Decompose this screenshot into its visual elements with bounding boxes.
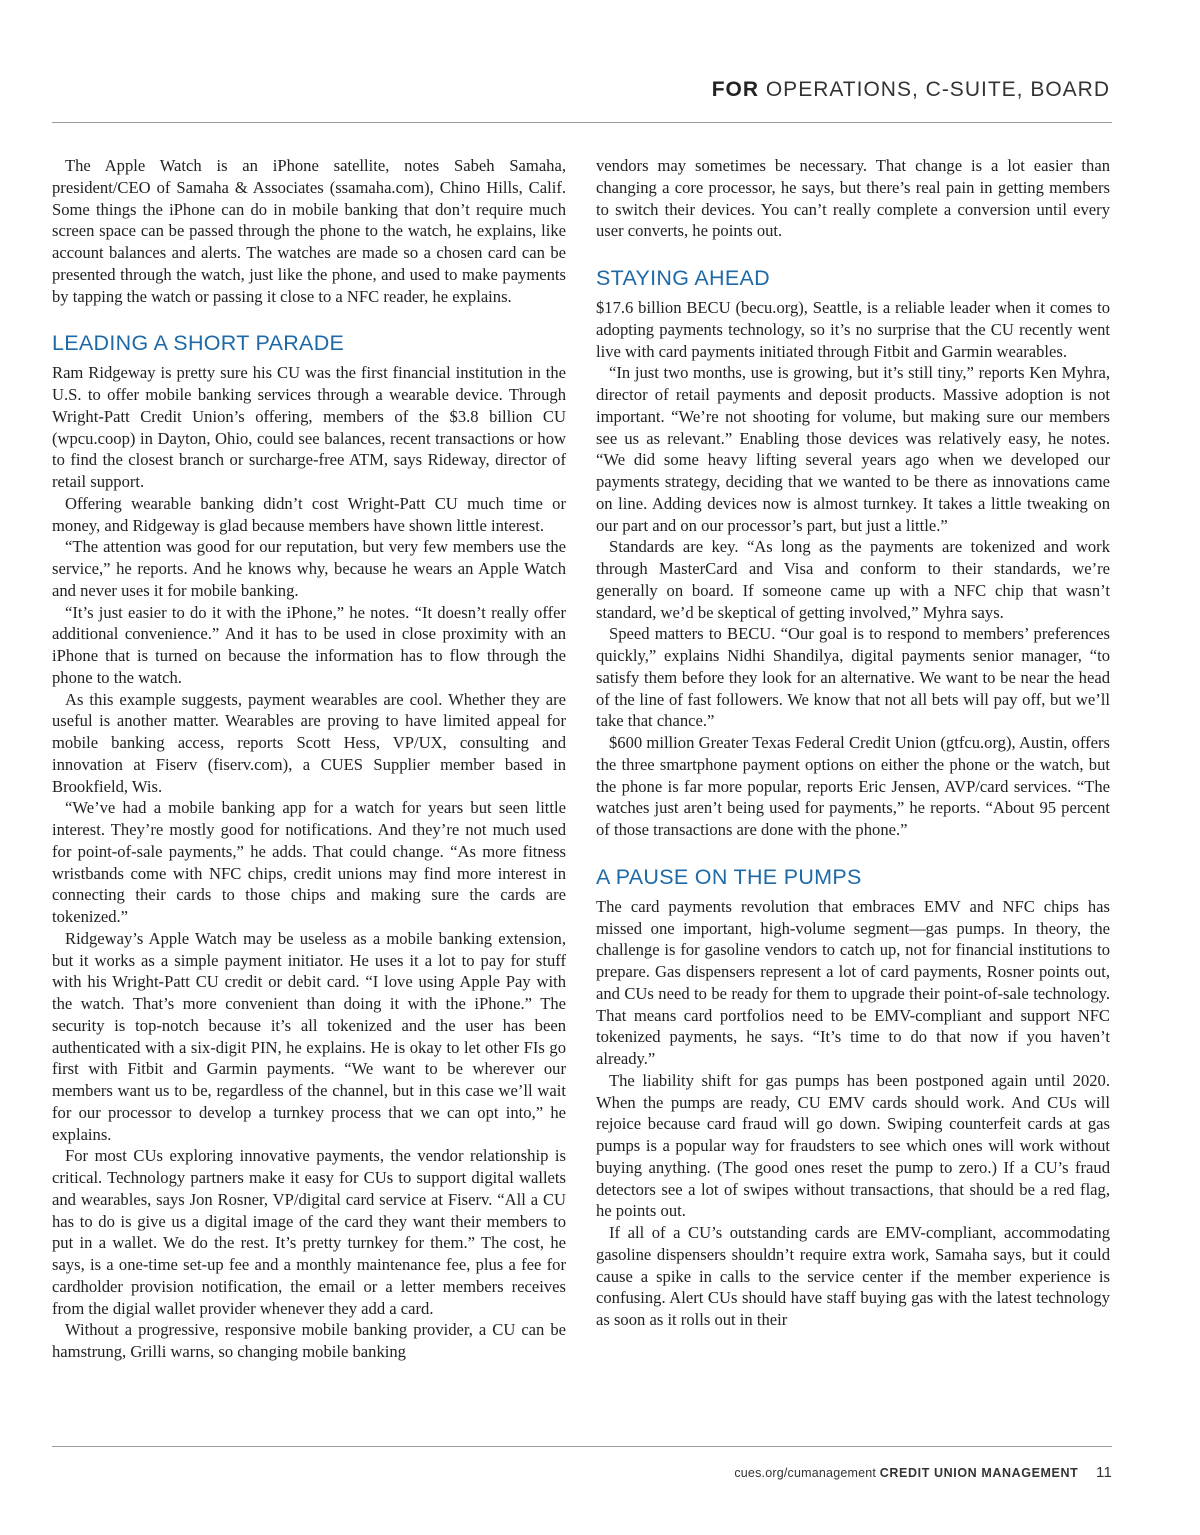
paragraph: Ridgeway’s Apple Watch may be useless as a mobile banking extension, but it works as a simple payment initiator. He uses it a lot to pay for stuff with his Wright-Patt CU credit or debit card. “I love using Apple Pay with the watch. That’s more convenient than doing it with the iPhone.” The security is top-notch because it’s all tokenized and the user has been authenticated with a six-digit PIN, he explains. He is okay to let other FIs go first with Fitbit and Garmin payments. “We want to be wherever our members want us to be, regardless of the channel, but in this case we’ll wait for our processor to develop a turnkey process that we can opt into,” he explains. xyxy=(52,928,566,1144)
footer-url[interactable]: cues.org/cumanagement xyxy=(734,1466,877,1480)
section-heading-a-pause-on-the-pumps: A PAUSE ON THE PUMPS xyxy=(596,864,862,889)
paragraph: Speed matters to BECU. “Our goal is to respond to members’ preferences quickly,” explains Nidhi Shandilya, digital payments senior manager, “to satisfy them before they look for an alternative. We want to be near the head of the line of fast followers. We know that not all bets will pay off, but we’ll take that chance.” xyxy=(596,624,1110,731)
paragraph: “The attention was good for our reputation, but very few members use the service,” he reports. And he knows why, because he wears an Apple Watch and never uses it for mobile banking. xyxy=(52,537,566,600)
section-header xyxy=(712,78,1110,102)
paragraph: “It’s just easier to do it with the iPhone,” he notes. “It doesn’t really offer additional convenience.” And it has to be used in close proximity with an iPhone that is turned on because the information has to flow through the phone to the watch. xyxy=(52,602,566,687)
paragraph: For most CUs exploring innovative payments, the vendor relationship is critical. Technology partners make it easy for CUs to support digital wallets and wearables, says Jon Rosner, VP/digital card service at Fiserv. “All a CU has to do is give us a digital image of the card they want their members to put in a wallet. We do the rest. It’s pretty turnkey for them.” The cost, he says, is a one-time set-up fee and a monthly maintenance fee, plus a fee for cardholder provision notification, the email or a letter members receives from the digial wallet provider whenever they add a card. xyxy=(52,1146,566,1318)
header-bold: FOR xyxy=(711,78,760,101)
section-heading-staying-ahead: STAYING AHEAD xyxy=(596,266,770,290)
paragraph: “In just two months, use is growing, but it’s still tiny,” reports Ken Myhra, director of retail payments and deposit products. Massive adoption is not important. “We’re not shooting for volume, but making sure our members see us as relevant.” Enabling those devices was relatively easy, he notes. “We did some heavy lifting several years ago when we developed our payments strategy, deciding that we wanted to be there as innovations came on line. Adding devices now is almost turnkey. It takes a little tweaking on our part and on our processor’s part, but just a little.” xyxy=(596,363,1110,535)
bottom-rule xyxy=(52,1446,1112,1447)
paragraph: $17.6 billion BECU (becu.org), Seattle, is a reliable leader when it comes to adopting payments technology, so it’s no surprise that the CU recently went live with card payments initiated through Fitbit and Garmin wearables. xyxy=(596,298,1110,361)
paragraph: The Apple Watch is an iPhone satellite, notes Sabeh Samaha, president/CEO of Samaha & Associates (ssamaha.com), Chino Hills, Calif. Some things the iPhone can do in mobile banking that don’t require much screen space can be passed through the phone to the watch, he explains, like account balances and alerts. The watches are made so a chosen card can be presented through the watch, just like the phone, and used to make payments by tapping the watch or passing it close to a NFC reader, he explains. xyxy=(52,156,566,306)
header-rest: OPERATIONS, C-SUITE, BOARD xyxy=(759,78,1110,101)
page-number: 11 xyxy=(1096,1464,1112,1481)
paragraph: Ram Ridgeway is pretty sure his CU was the first financial institution in the U.S. to offer mobile banking services through a wearable device. Through Wright-Patt Credit Union’s offering, members of the $3.8 billion CU (wpcu.coop) in Dayton, Ohio, could see balances, recent transactions or how to find the closest branch or surcharge-free ATM, says Rideway, director of retail support. xyxy=(52,363,566,491)
paragraph: The card payments revolution that embraces EMV and NFC chips has missed one important, high-volume segment—gas pumps. In theory, the challenge is for gasoline vendors to catch up, not for financial institutions to prepare. Gas dispensers represent a lot of card payments, Rosner points out, and CUs need to be ready for them to upgrade their point-of-sale technology. That means card portfolios need to be EMV-compliant and support NFC tokenized payments, he says. “It’s time to do that now if you haven’t already.” xyxy=(596,896,1110,1068)
footer-magazine-title: CREDIT UNION MANAGEMENT xyxy=(879,1466,1079,1480)
paragraph: vendors may sometimes be necessary. That change is a lot easier than changing a core processor, he says, but there’s real pain in getting members to switch their devices. You can’t really complete a conversion until every user converts, he points out. xyxy=(596,156,1110,241)
paragraph: Offering wearable banking didn’t cost Wright-Patt CU much time or money, and Ridgeway is glad because members have shown little interest. xyxy=(52,493,566,535)
paragraph: $600 million Greater Texas Federal Credit Union (gtfcu.org), Austin, offers the three smartphone payment options on either the phone or the watch, but the phone is far more popular, reports Eric Jensen, AVP/card services. “The watches just aren’t being used for payments,” he reports. “About 95 percent of those transactions are done with the phone.” xyxy=(596,733,1110,839)
right-column xyxy=(596,155,1110,1331)
left-column xyxy=(52,155,566,1363)
top-rule xyxy=(52,122,1112,123)
paragraph: As this example suggests, payment wearables are cool. Whether they are useful is another matter. Wearables are proving to have limited appeal for mobile banking access, reports Scott Hess, VP/UX, consulting and innovation at Fiserv (fiserv.com), a CUES Supplier member based in Brookfield, Wis. xyxy=(52,689,566,796)
paragraph: The liability shift for gas pumps has been postponed again until 2020. When the pumps are ready, CU EMV cards should work. And CUs will rejoice because card fraud will go down. Swiping counterfeit cards at gas pumps is a popular way for fraudsters to see which ones will work without buying anything. (The good ones reset the pump to zero.) If a CU’s fraud detectors see a lot of swipes without transactions, that should be a red flag, he points out. xyxy=(596,1070,1110,1221)
page-footer xyxy=(734,1464,1112,1481)
paragraph: “We’ve had a mobile banking app for a watch for years but seen little interest. They’re mostly good for notifications. And they’re not much used for point-of-sale payments,” he adds. That could change. “As more fitness wristbands come with NFC chips, credit unions may find more interest in connecting their cards to those chips and making sure the cards are tokenized.” xyxy=(52,798,566,926)
paragraph: Without a progressive, responsive mobile banking provider, a CU can be hamstrung, Grilli warns, so changing mobile banking xyxy=(52,1320,566,1361)
paragraph: Standards are key. “As long as the payments are tokenized and work through MasterCard and Visa and conform to their standards, we’re generally on board. If someone came up with a NFC chip that wasn’t standard, we’d be skeptical of getting involved,” Myhra says. xyxy=(596,537,1110,622)
paragraph: If all of a CU’s outstanding cards are EMV-compliant, accommodating gasoline dispensers shouldn’t require extra work, Samaha says, but it could cause a spike in calls to the service center if the member experience is confusing. Alert CUs should have staff buying gas with the latest technology as soon as it rolls out in their xyxy=(596,1223,1110,1329)
section-heading-leading-a-short-parade: LEADING A SHORT PARADE xyxy=(52,331,345,356)
